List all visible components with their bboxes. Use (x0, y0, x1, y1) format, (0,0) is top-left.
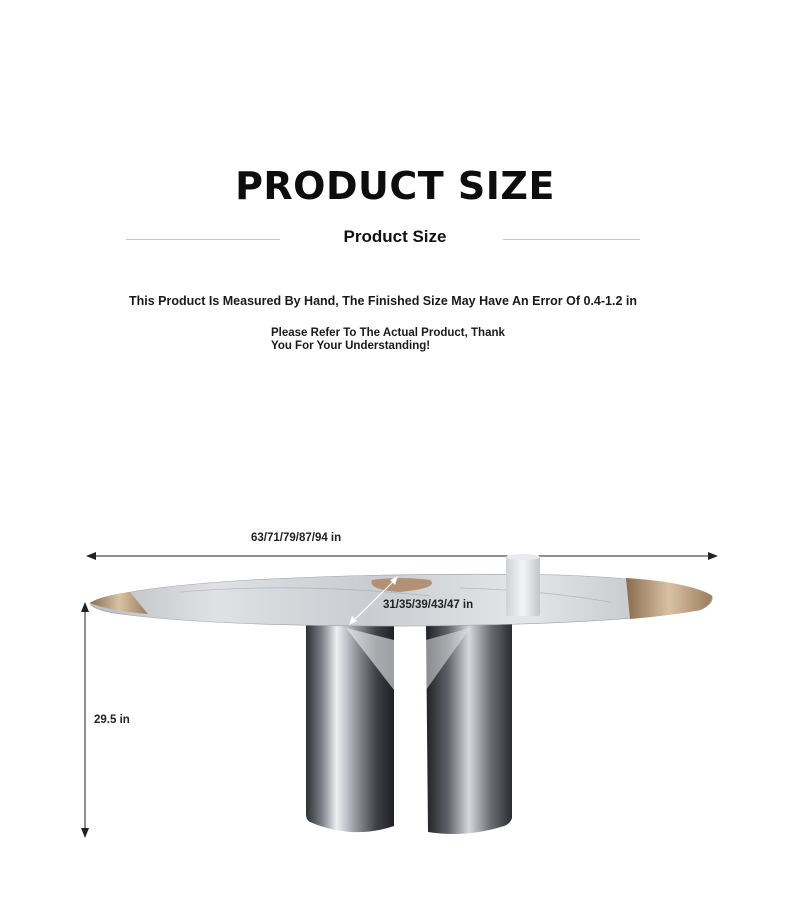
depth-dimension-label: 31/35/39/43/47 in (383, 599, 474, 611)
page-title: PRODUCT SIZE (235, 164, 555, 208)
section-subtitle: Product Size (343, 227, 447, 246)
understanding-note-line1: Please Refer To The Actual Product, Thank (271, 327, 505, 339)
cup-decor (506, 554, 540, 616)
measurement-note: This Product Is Measured By Hand, The Finished Size May Have An Error Of 0.4-1.2 in (129, 294, 637, 308)
understanding-note-line2: You For Your Understanding! (271, 340, 431, 352)
height-dimension-label: 29.5 in (94, 714, 130, 726)
width-arrow (86, 552, 718, 560)
width-dimension-label: 63/71/79/87/94 in (251, 532, 342, 544)
height-arrow (81, 602, 89, 838)
pedestal-base (306, 624, 512, 834)
